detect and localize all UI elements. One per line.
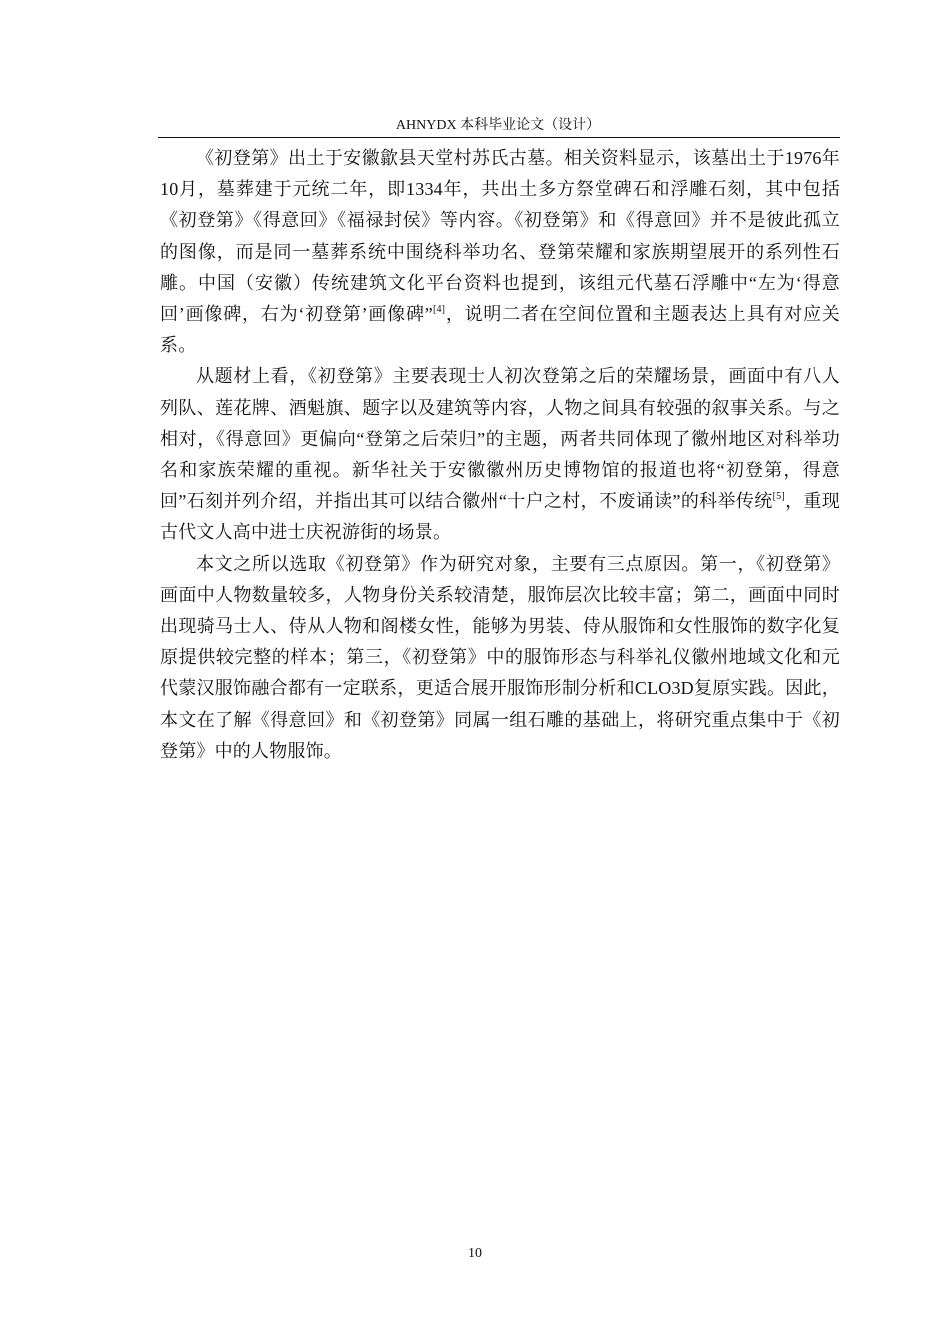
header-rule [158, 137, 840, 138]
paragraph-2-text-a: 从题材上看，《初登第》主要表现士人初次登第之后的荣耀场景，画面中有八人列队、莲花牌、酒魁旗、题字以及建筑等内容，人物之间具有较强的叙事关系。与之相对，《得意回》更偏向“登第之后荣归”的主题，两者共同体现了徽州地区对科举功名和家族荣耀的重视。新华社关于安徽徽州历史博物馆的报道也将“初登第，得意回”石刻并列介绍，并指出其可以结合徽州“十户之村，不废诵读”的科举传统 [160, 366, 840, 512]
paragraph-2-text-b: ，重现古代文人高中进士庆祝游街的场景。 [160, 491, 840, 543]
citation-5: [5] [772, 491, 785, 503]
body-text [160, 143, 840, 767]
paragraph-1-text-a: 《初登第》出土于安徽歙县天堂村苏氏古墓。相关资料显示，该墓出土于1976年10月，墓葬建于元统二年，即1334年，共出土多方祭堂碑石和浮雕石刻，其中包括《初登第》《得意回》《福禄封侯》等内容。《初登第》和《得意回》并不是彼此孤立的图像，而是同一墓葬系统中围绕科举功名、登第荣耀和家族期望展开的系列性石雕。中国（安徽）传统建筑文化平台资料也提到，该组元代墓石浮雕中“左为‘得意回’画像碑，右为‘初登第’画像碑” [160, 148, 840, 325]
citation-4: [4] [432, 304, 446, 316]
paragraph-1 [160, 143, 840, 361]
running-header: AHNYDX 本科毕业论文（设计） [395, 118, 601, 133]
paragraph-2 [160, 361, 840, 548]
paragraph-3-text: 本文之所以选取《初登第》作为研究对象，主要有三点原因。第一，《初登第》画面中人物数量较多，人物身份关系较清楚，服饰层次比较丰富；第二，画面中同时出现骑马士人、侍从人物和阁楼女性，能够为男装、侍从服饰和女性服饰的数字化复原提供较完整的样本；第三，《初登第》中的服饰形态与科举礼仪徽州地域文化和元代蒙汉服饰融合都有一定联系，更适合展开服饰形制分析和CLO3D复原实践。因此，本文在了解《得意回》和《初登第》同属一组石雕的基础上，将研究重点集中于《初登第》中的人物服饰。 [160, 553, 840, 761]
paragraph-1-text-b: ，说明二者在空间位置和主题表达上具有对应关系。 [160, 304, 840, 356]
paragraph-3 [160, 549, 840, 767]
page-number: 10 [468, 1246, 482, 1261]
